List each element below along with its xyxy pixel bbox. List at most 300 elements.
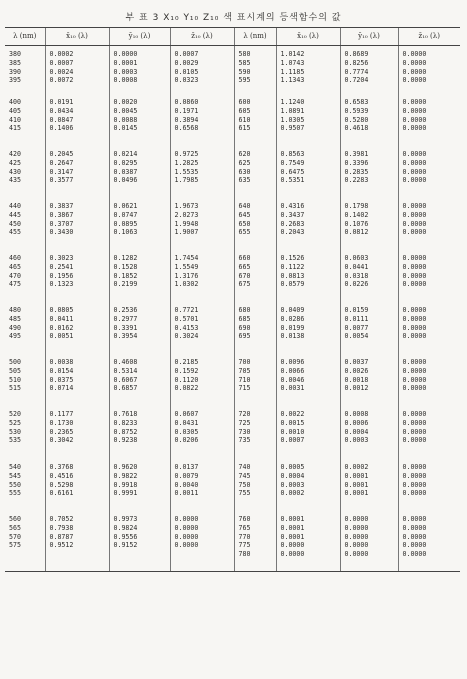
value: 0.4153 [174,323,199,332]
value: 0.6161 [49,489,74,498]
value: 475 [9,280,21,289]
value: 0.1122 [280,262,305,271]
value: 0.0318 [344,271,369,280]
cell-x10 [45,46,109,95]
value: 0.0822 [174,384,199,393]
value: 0.0375 [49,375,74,384]
value: 0.0001 [344,489,369,498]
cell-z10-2 [398,302,460,354]
cell-wavelength [5,46,45,95]
value: 0.2536 [113,306,138,314]
value: 0.0045 [113,106,138,115]
value: 0.0000 [402,332,427,341]
cell-x10-2 [276,46,340,95]
value: 0.0000 [402,219,427,228]
value: 665 [238,262,251,271]
cell-wavelength-2 [234,94,276,146]
value: 0.0000 [402,471,427,480]
cell-x10-2 [276,302,340,354]
value: 380 [9,50,21,58]
value: 0.0006 [344,418,369,427]
cell-z10 [170,302,234,354]
value: 425 [9,158,21,167]
cell-y10 [109,250,170,302]
value: 0.0145 [113,124,138,133]
value: 0.0812 [344,228,369,237]
value: 0.0001 [344,471,369,480]
value: 0.0026 [344,366,369,375]
value: 650 [238,219,251,228]
value: 730 [238,427,251,436]
value: 0.0046 [280,375,305,384]
value: 0.4316 [280,202,305,210]
value: 500 [9,358,21,366]
cell-x10 [45,198,109,250]
value: 625 [238,158,251,167]
cell-z10 [170,94,234,146]
header-y10: ȳ₁₀ (λ) [109,28,170,46]
value: 610 [238,115,251,124]
value: 550 [9,480,21,489]
value: 0.6475 [280,167,305,176]
value: 0.8256 [344,58,369,67]
value: 0.0000 [402,523,427,532]
value: 0.3837 [49,202,74,210]
table-row [5,459,460,511]
cell-wavelength-2 [234,250,276,302]
cell-y10-2 [340,406,398,459]
value: 0.0305 [174,427,199,436]
value: 0.7052 [49,515,74,523]
cell-x10 [45,94,109,146]
value: 0.0000 [402,532,427,541]
header-wavelength-2: λ (nm) [234,28,276,46]
value: 1.9007 [174,228,199,237]
value: 0.0000 [174,541,199,550]
value: 0.0024 [49,67,74,76]
value: 0.0000 [402,323,427,332]
value: 0.7721 [174,306,199,314]
value: 635 [238,176,251,185]
value: 2.0273 [174,210,199,219]
value: 0.0860 [174,98,199,106]
value: 0.0000 [344,541,369,550]
cell-z10 [170,46,234,95]
value: 0.0000 [402,427,427,436]
value: 0.0000 [402,67,427,76]
cell-z10-2 [398,46,460,95]
value: 0.0088 [113,115,138,124]
value: 0.1076 [344,219,369,228]
value: 780 [238,550,251,559]
value: 0.9620 [113,463,138,471]
cell-wavelength-2 [234,302,276,354]
value: 0.1956 [49,271,74,280]
value: 0.0002 [344,463,369,471]
cell-z10-2 [398,94,460,146]
value: 470 [9,271,21,280]
cell-x10-2 [276,250,340,302]
value: 430 [9,167,21,176]
value: 0.0000 [402,106,427,115]
value: 0.0138 [280,332,305,341]
cell-x10-2 [276,459,340,511]
value: 1.0305 [280,115,305,124]
value: 0.0000 [344,523,369,532]
value: 575 [9,541,21,550]
value: 0.3024 [174,332,199,341]
cell-x10-2 [276,198,340,250]
value: 0.2541 [49,262,74,271]
value: 0.2683 [280,219,305,228]
value: 485 [9,314,21,323]
value: 590 [238,67,251,76]
value: 0.0000 [344,550,369,559]
value: 0.5298 [49,480,74,489]
value: 0.0000 [402,228,427,237]
cell-wavelength-2 [234,146,276,198]
cell-y10-2 [340,354,398,406]
value: 0.9973 [113,515,138,523]
value: 0.0895 [113,219,138,228]
value: 0.0004 [280,471,305,480]
value: 0.0000 [402,280,427,289]
value: 560 [9,515,21,523]
value: 0.0000 [402,375,427,384]
cell-z10-2 [398,459,460,511]
value: 0.0012 [344,384,369,393]
value: 0.0409 [280,306,305,314]
value: 690 [238,323,251,332]
value: 0.0003 [280,480,305,489]
value: 0.5314 [113,366,138,375]
table-row [5,406,460,459]
value: 0.0022 [280,410,305,418]
value: 0.0007 [280,436,305,445]
value: 0.0105 [174,67,199,76]
cell-x10 [45,354,109,406]
value: 0.9822 [113,471,138,480]
table-row [5,302,460,354]
value: 685 [238,314,251,323]
cell-y10 [109,511,170,572]
value: 395 [9,76,21,85]
cell-x10 [45,302,109,354]
value: 0.0000 [174,523,199,532]
value: 0.3391 [113,323,138,332]
value: 0.0000 [402,210,427,219]
value: 0.1852 [113,271,138,280]
value: 0.0434 [49,106,74,115]
value: 0.0001 [344,480,369,489]
value: 0.0007 [174,50,199,58]
value: 0.0000 [402,124,427,133]
value: 0.7774 [344,67,369,76]
value: 600 [238,98,251,106]
value: 440 [9,202,21,210]
value: 0.0496 [113,176,138,185]
value: 0.3437 [280,210,305,219]
cell-y10 [109,46,170,95]
value: 0.8689 [344,50,369,58]
cell-z10-2 [398,406,460,459]
value: 0.0000 [402,418,427,427]
value: 725 [238,418,251,427]
value: 405 [9,106,21,115]
value: 0.4618 [344,124,369,133]
cell-z10-2 [398,250,460,302]
value: 0.0226 [344,280,369,289]
value: 0.0054 [344,332,369,341]
cell-x10-2 [276,406,340,459]
value: 465 [9,262,21,271]
value: 0.0002 [49,50,74,58]
value: 0.9556 [113,532,138,541]
cell-y10 [109,146,170,198]
value: 0.4516 [49,471,74,480]
value: 740 [238,463,251,471]
value: 495 [9,332,21,341]
value: 0.0847 [49,115,74,124]
cell-y10-2 [340,250,398,302]
value: 450 [9,219,21,228]
cell-y10-2 [340,511,398,572]
value: 0.0000 [402,410,427,418]
cell-z10 [170,250,234,302]
value: 660 [238,254,251,262]
cell-y10-2 [340,94,398,146]
value: 1.0142 [280,50,305,58]
value: 0.0214 [113,150,138,158]
value: 0.6067 [113,375,138,384]
value: 0.0000 [402,436,427,445]
value: 750 [238,480,251,489]
value: 655 [238,228,251,237]
value: 640 [238,202,251,210]
cell-wavelength-2 [234,198,276,250]
cell-x10-2 [276,511,340,572]
value: 0.1798 [344,202,369,210]
value: 0.3430 [49,228,74,237]
value: 0.0010 [280,427,305,436]
cell-wavelength [5,94,45,146]
value: 540 [9,463,21,471]
value: 0.2977 [113,314,138,323]
value: 0.0015 [280,418,305,427]
value: 0.0603 [344,254,369,262]
value: 0.0000 [402,550,427,559]
value: 1.2825 [174,158,199,167]
value: 400 [9,98,21,106]
value: 0.0000 [402,150,427,158]
value: 585 [238,58,251,67]
table-row [5,354,460,406]
value: 0.6583 [344,98,369,106]
cell-z10-2 [398,354,460,406]
value: 0.0037 [344,358,369,366]
cell-wavelength-2 [234,46,276,95]
cell-z10 [170,146,234,198]
value: 0.0004 [344,427,369,436]
value: 0.3981 [344,150,369,158]
value: 0.0003 [344,436,369,445]
value: 0.0000 [402,489,427,498]
value: 775 [238,541,251,550]
value: 0.3577 [49,176,74,185]
value: 705 [238,366,251,375]
value: 0.1592 [174,366,199,375]
value: 0.0162 [49,323,74,332]
value: 0.0805 [49,306,74,314]
value: 0.3768 [49,463,74,471]
value: 0.0387 [113,167,138,176]
cell-y10 [109,198,170,250]
value: 0.1282 [113,254,138,262]
cell-y10-2 [340,146,398,198]
cell-z10 [170,354,234,406]
value: 0.6568 [174,124,199,133]
value: 555 [9,489,21,498]
value: 460 [9,254,21,262]
value: 565 [9,523,21,532]
value: 0.3042 [49,436,74,445]
value: 0.0000 [280,541,305,550]
header-z10: z̄₁₀ (λ) [170,28,234,46]
value: 0.0000 [402,366,427,375]
cell-y10-2 [340,198,398,250]
value: 720 [238,410,251,418]
value: 0.0441 [344,262,369,271]
value: 0.0295 [113,158,138,167]
value: 580 [238,50,251,58]
value: 390 [9,67,21,76]
cell-z10 [170,406,234,459]
value: 0.0000 [402,314,427,323]
header-row [5,28,460,46]
value: 0.0029 [174,58,199,67]
value: 0.0154 [49,366,74,375]
cell-wavelength [5,146,45,198]
cell-z10 [170,198,234,250]
cell-x10 [45,146,109,198]
cell-y10-2 [340,46,398,95]
cell-z10-2 [398,511,460,572]
value: 0.0001 [280,523,305,532]
cell-z10 [170,459,234,511]
value: 1.5535 [174,167,199,176]
value: 0.7938 [49,523,74,532]
value: 0.0159 [344,306,369,314]
value: 0.1120 [174,375,199,384]
value: 1.3176 [174,271,199,280]
cell-x10-2 [276,94,340,146]
value: 0.5701 [174,314,199,323]
value: 0.2199 [113,280,138,289]
value: 1.7985 [174,176,199,185]
value: 0.0031 [280,384,305,393]
cell-wavelength [5,406,45,459]
cell-wavelength [5,354,45,406]
value: 675 [238,280,251,289]
value: 0.1526 [280,254,305,262]
value: 0.0000 [402,515,427,523]
value: 0.0000 [402,167,427,176]
value: 0.0411 [49,314,74,323]
value: 530 [9,427,21,436]
value: 0.0000 [402,76,427,85]
value: 0.0714 [49,384,74,393]
value: 420 [9,150,21,158]
value: 0.0000 [402,306,427,314]
value: 0.0011 [174,489,199,498]
value: 735 [238,436,251,445]
value: 0.0000 [402,262,427,271]
value: 0.3396 [344,158,369,167]
value: 0.4608 [113,358,138,366]
value: 0.2185 [174,358,199,366]
cell-wavelength [5,459,45,511]
table-row [5,250,460,302]
value: 0.8752 [113,427,138,436]
cell-wavelength [5,198,45,250]
cell-x10 [45,511,109,572]
value: 1.0891 [280,106,305,115]
value: 1.0743 [280,58,305,67]
value: 1.1343 [280,76,305,85]
value: 0.2043 [280,228,305,237]
value: 510 [9,375,21,384]
value: 0.2835 [344,167,369,176]
value: 0.2045 [49,150,74,158]
cell-wavelength-2 [234,511,276,572]
value: 0.0000 [402,158,427,167]
value: 1.1240 [280,98,305,106]
value: 0.9824 [113,523,138,532]
header-y10-2: ȳ₁₀ (λ) [340,28,398,46]
value: 0.8563 [280,150,305,158]
value: 0.9152 [113,541,138,550]
value: 0.9991 [113,489,138,498]
value: 0.0077 [344,323,369,332]
table-row [5,511,460,572]
value: 505 [9,366,21,375]
value: 0.2283 [344,176,369,185]
value: 435 [9,176,21,185]
value: 480 [9,306,21,314]
value: 645 [238,210,251,219]
cell-y10 [109,459,170,511]
value: 0.8787 [49,532,74,541]
value: 0.1063 [113,228,138,237]
value: 455 [9,228,21,237]
value: 715 [238,384,251,393]
cell-y10 [109,94,170,146]
value: 520 [9,410,21,418]
value: 0.0000 [113,50,138,58]
value: 0.8233 [113,418,138,427]
value: 0.0096 [280,358,305,366]
cell-z10-2 [398,146,460,198]
value: 0.0000 [402,384,427,393]
value: 0.9918 [113,480,138,489]
table-row [5,94,460,146]
value: 0.0000 [402,202,427,210]
value: 0.0000 [402,463,427,471]
cell-y10 [109,354,170,406]
value: 0.7618 [113,410,138,418]
value: 0.0000 [344,532,369,541]
header-wavelength: λ (nm) [5,28,45,46]
